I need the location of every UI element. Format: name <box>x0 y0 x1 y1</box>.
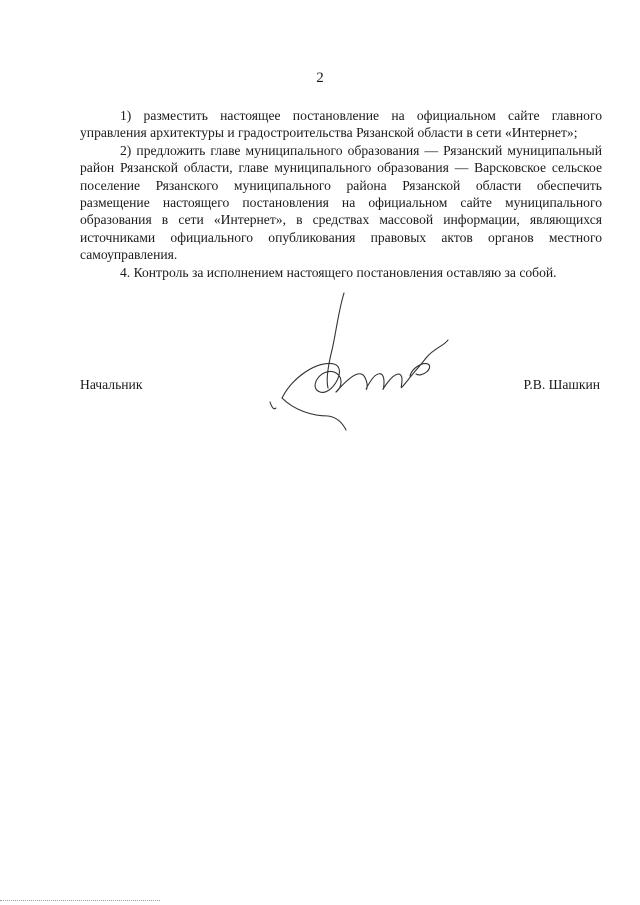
paragraph-item-1: 1) разместить настоящее постановление на официальном сайте главного управления архитектуры и градостроительства Рязанской области в сети «Интернет»; <box>80 108 602 141</box>
paragraph-item-2: 2) предложить главе муниципального образования — Рязанский муниципальный район Рязанской области, главе муниципального образования — Варсковское сельское поселение Рязанского муниципального района Рязанской области обеспечить размещение настоящего постановления на официальном сайте муниципального образования в сети «Интернет», в средствах массовой информации, являющихся источниками официального опубликования правовых актов органов местного самоуправления. <box>80 142 602 263</box>
page-number: 2 <box>316 70 324 86</box>
handwritten-signature <box>262 288 462 438</box>
signatory-name: Р.В. Шашкин <box>523 377 600 392</box>
signatory-position: Начальник <box>80 377 143 392</box>
paragraph-item-4-control: 4. Контроль за исполнением настоящего постановления оставляю за собой. <box>120 264 557 280</box>
document-body <box>80 107 602 281</box>
footer-rule <box>0 900 160 901</box>
